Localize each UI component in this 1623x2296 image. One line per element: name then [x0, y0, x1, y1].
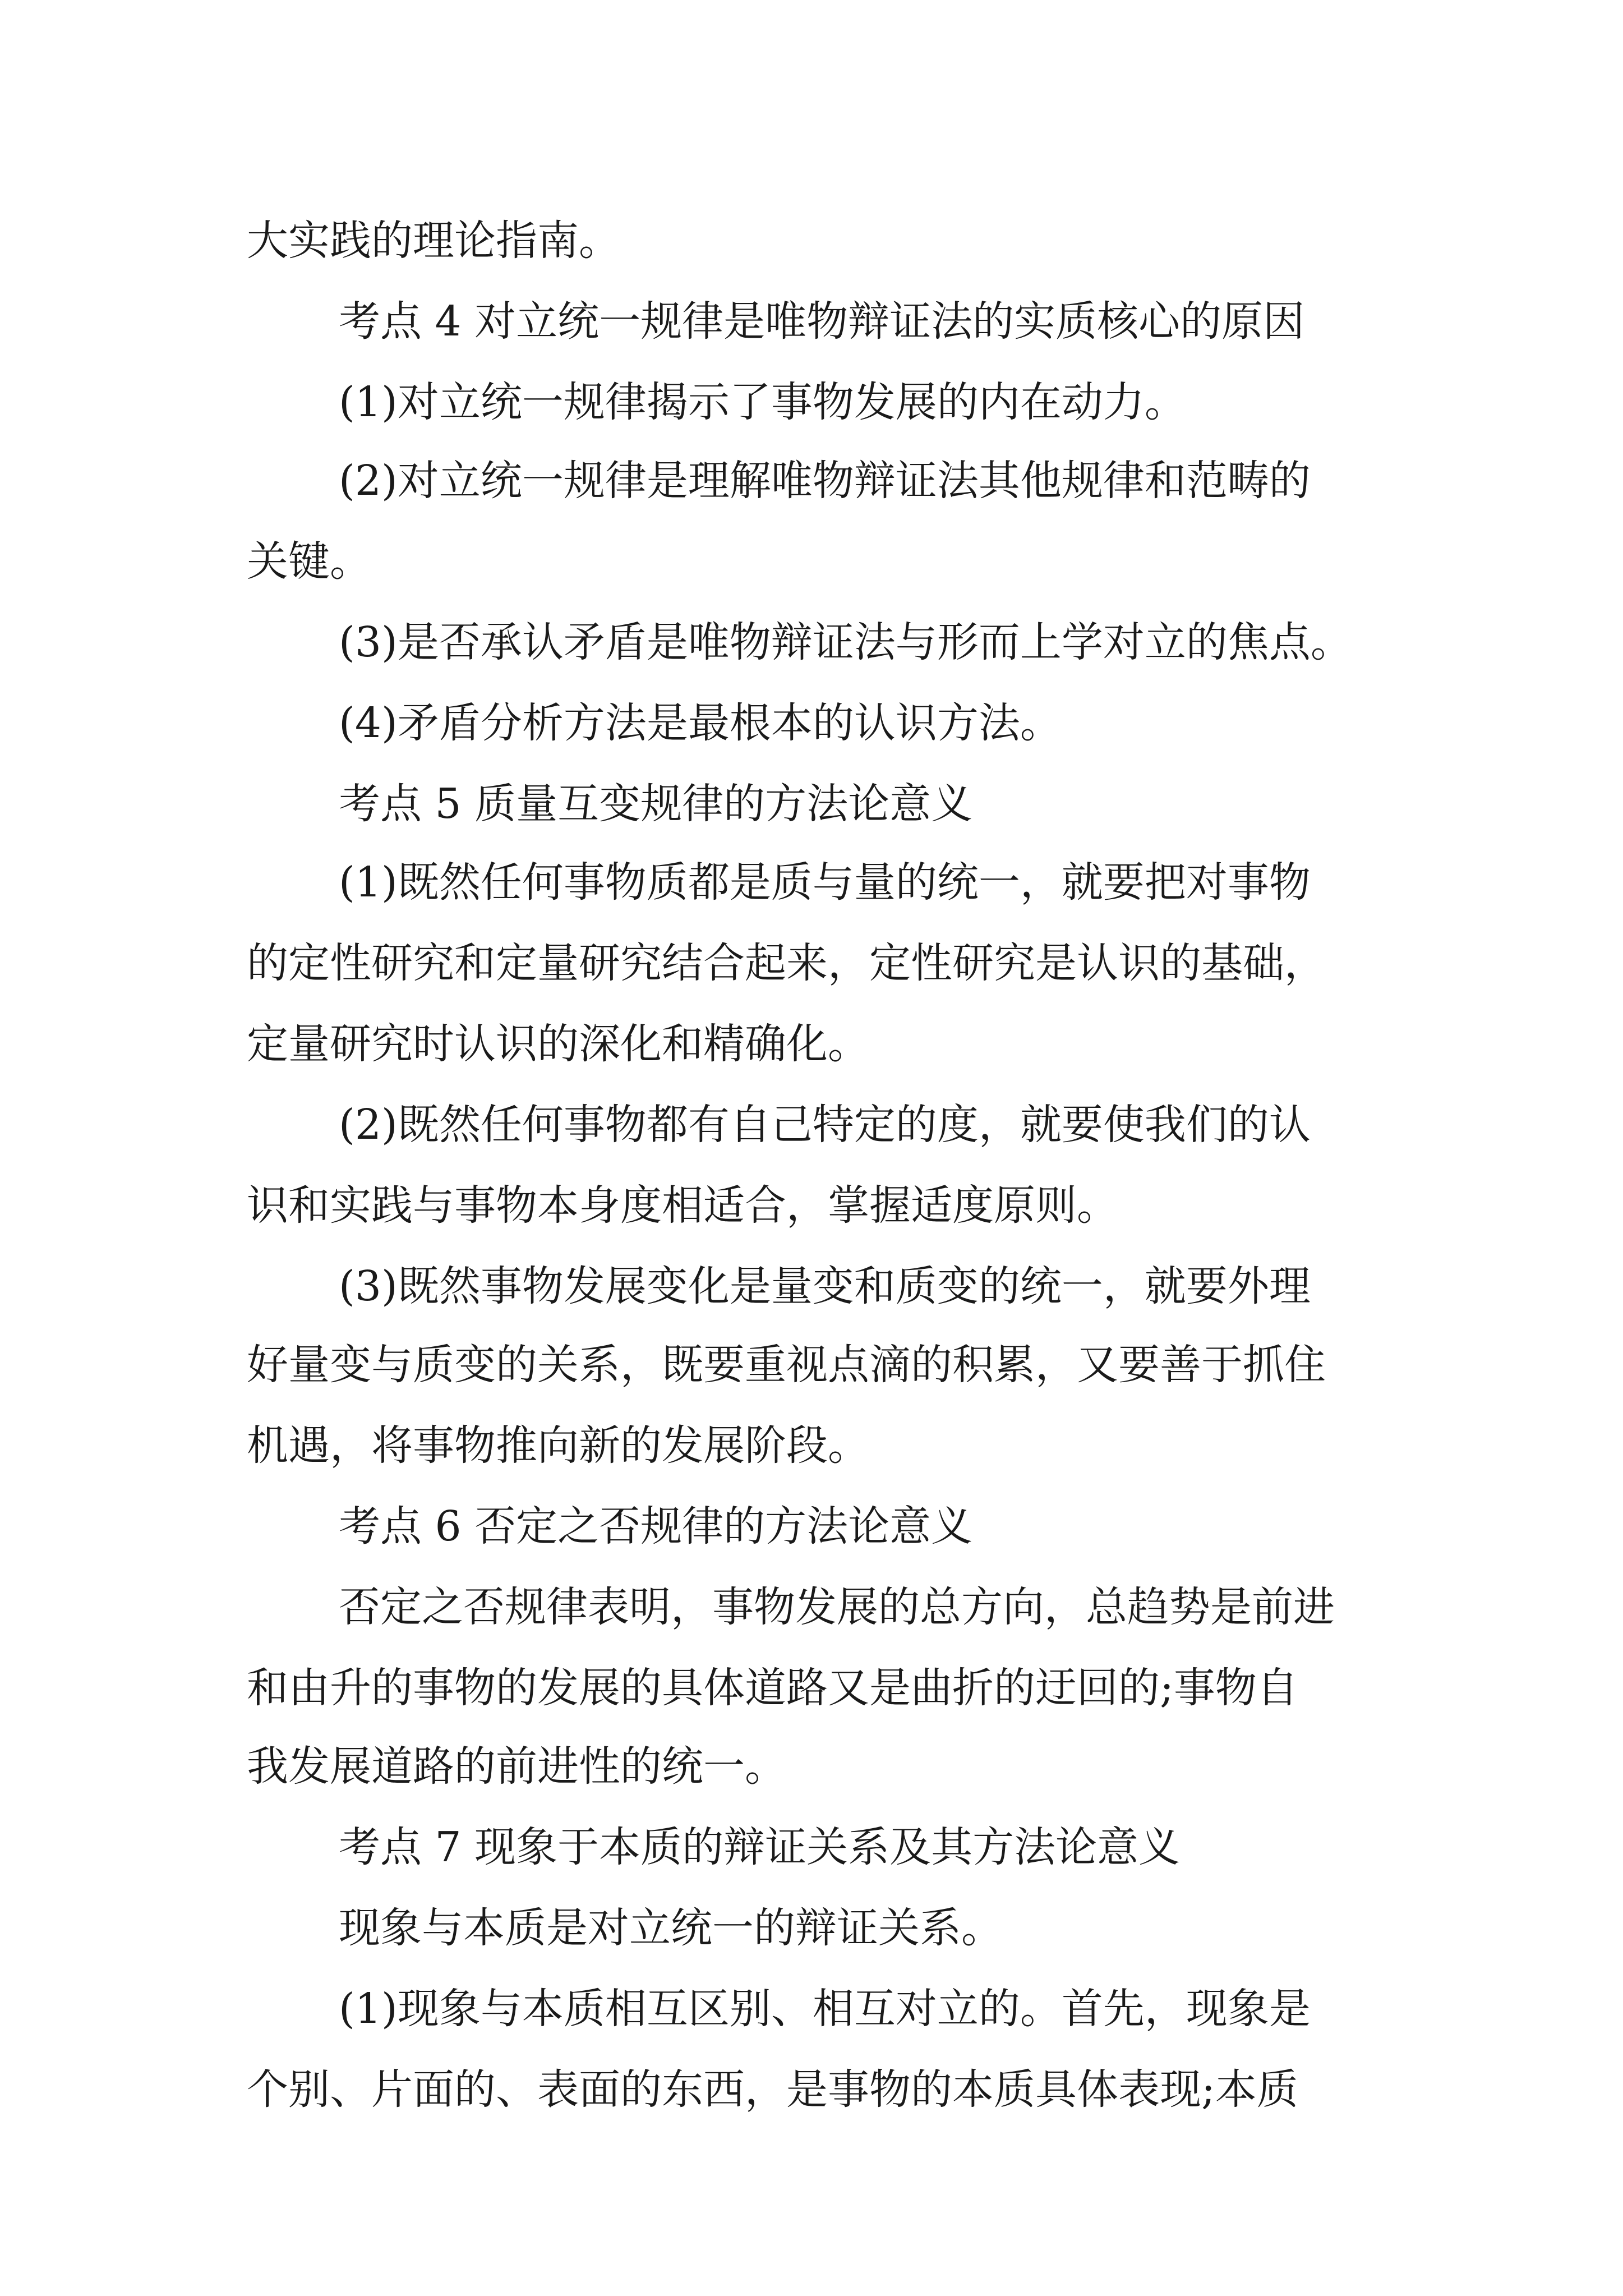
text-line: (3)既然事物发展变化是量变和质变的统一，就要外理 — [339, 1262, 1311, 1310]
text-line: 好量变与质变的关系，既要重视点滴的积累，又要善于抓住 — [247, 1341, 1326, 1389]
text-line: 个别、片面的、表面的东西，是事物的本质具体表现;本质 — [247, 2065, 1298, 2114]
text-line: 否定之否规律表明，事物发展的总方向，总趋势是前进 — [339, 1583, 1335, 1631]
text-line: 大实践的理论指南。 — [247, 217, 620, 265]
section-heading: 考点 5 质量互变规律的方法论意义 — [339, 780, 973, 828]
text-line: 的定性研究和定量研究结合起来，定性研究是认识的基础， — [247, 939, 1326, 987]
text-line: 和由升的事物的发展的具体道路又是曲折的迂回的;事物自 — [247, 1664, 1298, 1712]
text-line: (3)是否承认矛盾是唯物辩证法与形而上学对立的焦点。 — [339, 618, 1352, 666]
text-line: (2)对立统一规律是理解唯物辩证法其他规律和范畴的 — [339, 457, 1311, 505]
text-line: (2)既然任何事物都有自己特定的度，就要使我们的认 — [339, 1101, 1311, 1149]
text-line: 机遇，将事物推向新的发展阶段。 — [247, 1421, 869, 1470]
text-line: (4)矛盾分析方法是最根本的认识方法。 — [339, 699, 1062, 747]
text-line: (1)现象与本质相互区别、相互对立的。首先，现象是 — [339, 1985, 1311, 2033]
text-line: 现象与本质是对立统一的辩证关系。 — [339, 1904, 1003, 1952]
text-line: 我发展道路的前进性的统一。 — [247, 1742, 786, 1791]
text-line: 定量研究时认识的深化和精确化。 — [247, 1020, 869, 1068]
text-line: (1)对立统一规律揭示了事物发展的内在动力。 — [339, 378, 1186, 426]
text-line: 关键。 — [247, 537, 371, 586]
text-line: (1)既然任何事物质都是质与量的统一，就要把对事物 — [339, 858, 1311, 907]
section-heading: 考点 7 现象于本质的辩证关系及其方法论意义 — [339, 1823, 1181, 1871]
section-heading: 考点 4 对立统一规律是唯物辩证法的实质核心的原因 — [339, 297, 1305, 346]
text-line: 识和实践与事物本身度相适合，掌握适度原则。 — [247, 1181, 1118, 1230]
section-heading: 考点 6 否定之否规律的方法论意义 — [339, 1502, 973, 1550]
